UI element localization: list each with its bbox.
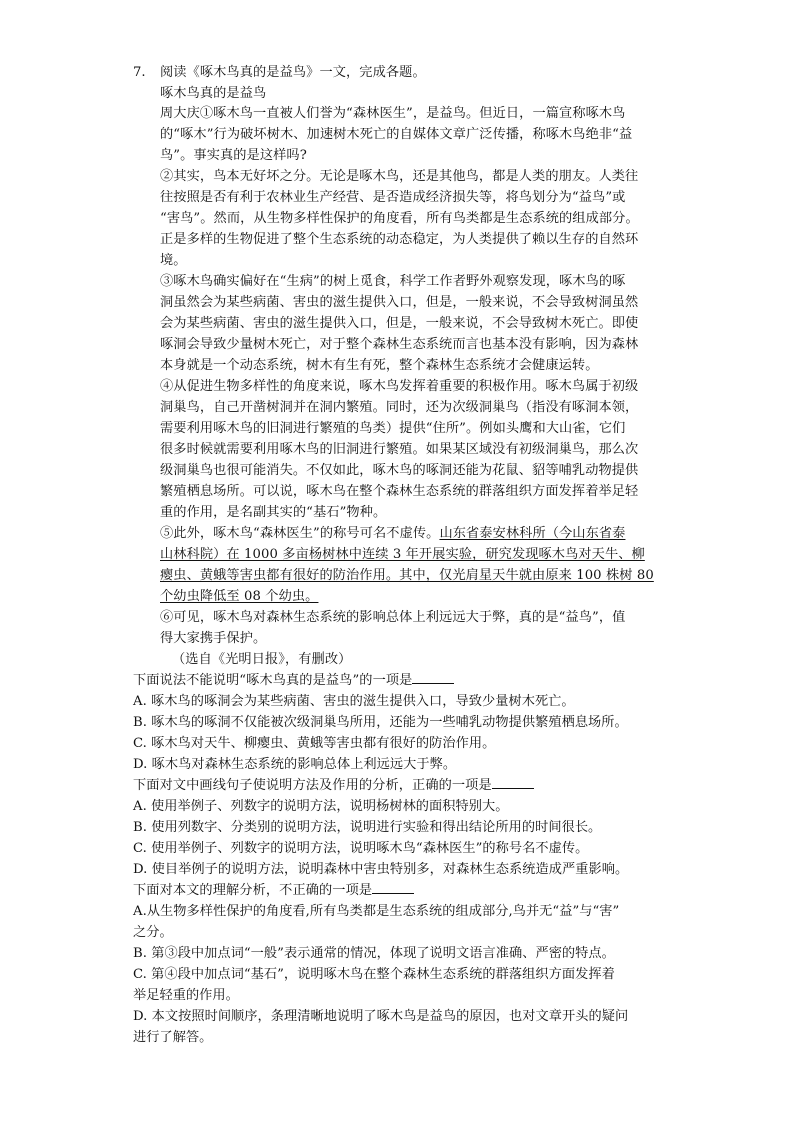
article-line: 正是多样的生物促进了整个生态系统的动态稳定，为人类提供了赖以生存的自然环	[160, 232, 639, 247]
answer-option[interactable]: B. 啄木鸟的啄洞不仅能被次级洞巢鸟所用，还能为一些哺乳动物提供繁殖栖息场所。	[133, 715, 628, 730]
article-line-text: ⑤此外，啄木鸟“森林医生”的称号可名不虚传。	[160, 526, 440, 541]
article-line: 洞巢鸟，自己开凿树洞并在洞内繁殖。同时，还为次级洞巢鸟（指没有啄洞本领，	[160, 400, 639, 415]
answer-blank[interactable]	[412, 672, 454, 684]
article-line: 级洞巢鸟也很可能消失。不仅如此，啄木鸟的啄洞还能为花鼠、貂等哺乳动物提供	[160, 463, 639, 478]
article-line: 本身就是一个动态系统，树木有生有死，整个森林生态系统才会健康运转。	[160, 358, 599, 373]
article-line: 得大家携手保护。	[160, 631, 267, 646]
stem-text: 下面对文中画线句子使说明方法及作用的分析，正确的一项是	[133, 778, 492, 793]
question-number: 7.	[133, 65, 146, 80]
article-line: 的“啄木”行为破坏树木、加速树木死亡的自媒体文章广泛传播，称啄木鸟绝非“益	[160, 127, 633, 142]
article-line: 繁殖栖息场所。可以说，啄木鸟在整个森林生态系统的群落组织方面发挥着举足轻	[160, 484, 639, 499]
article-line: ②其实，鸟本无好坏之分。无论是啄木鸟，还是其他鸟，都是人类的朋友。人类往	[160, 169, 639, 184]
answer-option[interactable]: B. 第③段中加点词“一般”表示通常的情况，体现了说明文语言准确、严密的特点。	[133, 946, 615, 961]
article-line: 境。	[160, 253, 187, 268]
underlined-sentence: 瘿虫、黄蛾等害虫都有很好的防治作用。其中，仅光肩星天牛就由原来 100 株树 80	[160, 568, 654, 583]
sub-question-stem	[133, 672, 454, 690]
article-line: 重的作用，是名副其实的“基石”物种。	[160, 505, 387, 520]
answer-blank[interactable]	[372, 882, 414, 894]
article-line: “害鸟”。然而，从生物多样性保护的角度看，所有鸟类都是生态系统的组成部分。	[160, 211, 639, 226]
answer-option[interactable]: C. 啄木鸟对天牛、柳瘿虫、黄蛾等害虫都有很好的防治作用。	[133, 736, 496, 751]
stem-text: 下面说法不能说明“啄木鸟真的是益鸟”的一项是	[133, 673, 413, 688]
underlined-sentence: 山林科院）在 1000 多亩杨树林中连续 3 年开展实验，研究发现啄木鸟对天牛、柳	[160, 547, 645, 562]
article-line: 鸟”。事实真的是这样吗?	[160, 148, 307, 163]
answer-option-continued: 举足轻重的作用。	[133, 988, 239, 1003]
question-prompt: 阅读《啄木鸟真的是益鸟》一文，完成各题。	[160, 65, 426, 80]
article-line: 需要利用啄木鸟的旧洞进行繁殖的鸟类）提供“住所”。例如头鹰和大山雀，它们	[160, 421, 626, 436]
article-line: 很多时候就需要利用啄木鸟的旧洞进行繁殖。如果某区域没有初级洞巢鸟，那么次	[160, 442, 639, 457]
sub-question-stem	[133, 882, 414, 900]
answer-option-continued: 进行了解答。	[133, 1030, 213, 1045]
answer-option[interactable]: B. 使用列数字、分类别的说明方法，说明进行实验和得出结论所用的时间很长。	[133, 820, 602, 835]
answer-option[interactable]: A. 啄木鸟的啄洞会为某些病菌、害虫的滋生提供入口，导致少量树木死亡。	[133, 694, 575, 709]
article-line	[160, 105, 625, 123]
answer-option[interactable]: C. 使用举例子、列数字的说明方法，说明啄木鸟“森林医生”的称号名不虚传。	[133, 841, 589, 856]
answer-option-continued: 之分。	[133, 925, 173, 940]
article-line: 洞虽然会为某些病菌、害虫的滋生提供入口，但是，一般来说，不会导致树洞虽然	[160, 295, 639, 310]
article-line: ⑥可见，啄木鸟对森林生态系统的影响总体上利远远大于弊，真的是“益鸟”，值	[160, 610, 626, 625]
article-line: 会为某些病菌、害虫的滋生提供入口，但是，一般来说，不会导致树木死亡。即使	[160, 316, 639, 331]
underlined-sentence: 个幼虫降低至 08 个幼虫。	[160, 589, 319, 604]
underlined-sentence: 山东省泰安林科所（今山东省泰	[439, 526, 626, 541]
answer-option[interactable]: D. 使目举例子的说明方法，说明森林中害虫特别多，对森林生态系统造成严重影响。	[133, 862, 629, 877]
article-title: 啄木鸟真的是益鸟	[160, 86, 267, 101]
answer-blank[interactable]	[492, 777, 534, 789]
article-line	[160, 525, 625, 543]
article-line: 啄洞会导致少量树木死亡，对于整个森林生态系统而言也基本没有影响，因为森林	[160, 337, 639, 352]
article-line: ③啄木鸟确实偏好在“生病”的树上觅食，科学工作者野外观察发现，啄木鸟的啄	[160, 274, 626, 289]
article-source: （选自《光明日报》，有删改）	[172, 652, 352, 667]
stem-text: 下面对本文的理解分析，不正确的一项是	[133, 883, 373, 898]
article-line-text: ①啄木鸟一直被人们誉为“森林医生”，是益鸟。但近日，一篇宣称啄木鸟	[199, 106, 626, 121]
sub-question-stem	[133, 777, 534, 795]
answer-option[interactable]: C. 第④段中加点词“基石”，说明啄木鸟在整个森林生态系统的群落组织方面发挥着	[133, 967, 615, 982]
answer-option[interactable]: D. 本文按照时间顺序，条理清晰地说明了啄木鸟是益鸟的原因，也对文章开头的疑问	[133, 1009, 629, 1024]
answer-option[interactable]: A. 使用举例子、列数字的说明方法，说明杨树林的面积特别大。	[133, 799, 509, 814]
article-line: ④从促进生物多样性的角度来说，啄木鸟发挥着重要的积极作用。啄木鸟属于初级	[160, 379, 639, 394]
article-author: 周大庆	[160, 106, 200, 121]
answer-option[interactable]: D. 啄木鸟对森林生态系统的影响总体上利远远大于弊。	[133, 757, 457, 772]
answer-option[interactable]: A.从生物多样性保护的角度看,所有鸟类都是生态系统的组成部分,鸟并无“益”与“害”	[133, 904, 620, 919]
article-line: 往按照是否有利于农林业生产经营、是否造成经济损失等，将鸟划分为“益鸟”或	[160, 190, 626, 205]
